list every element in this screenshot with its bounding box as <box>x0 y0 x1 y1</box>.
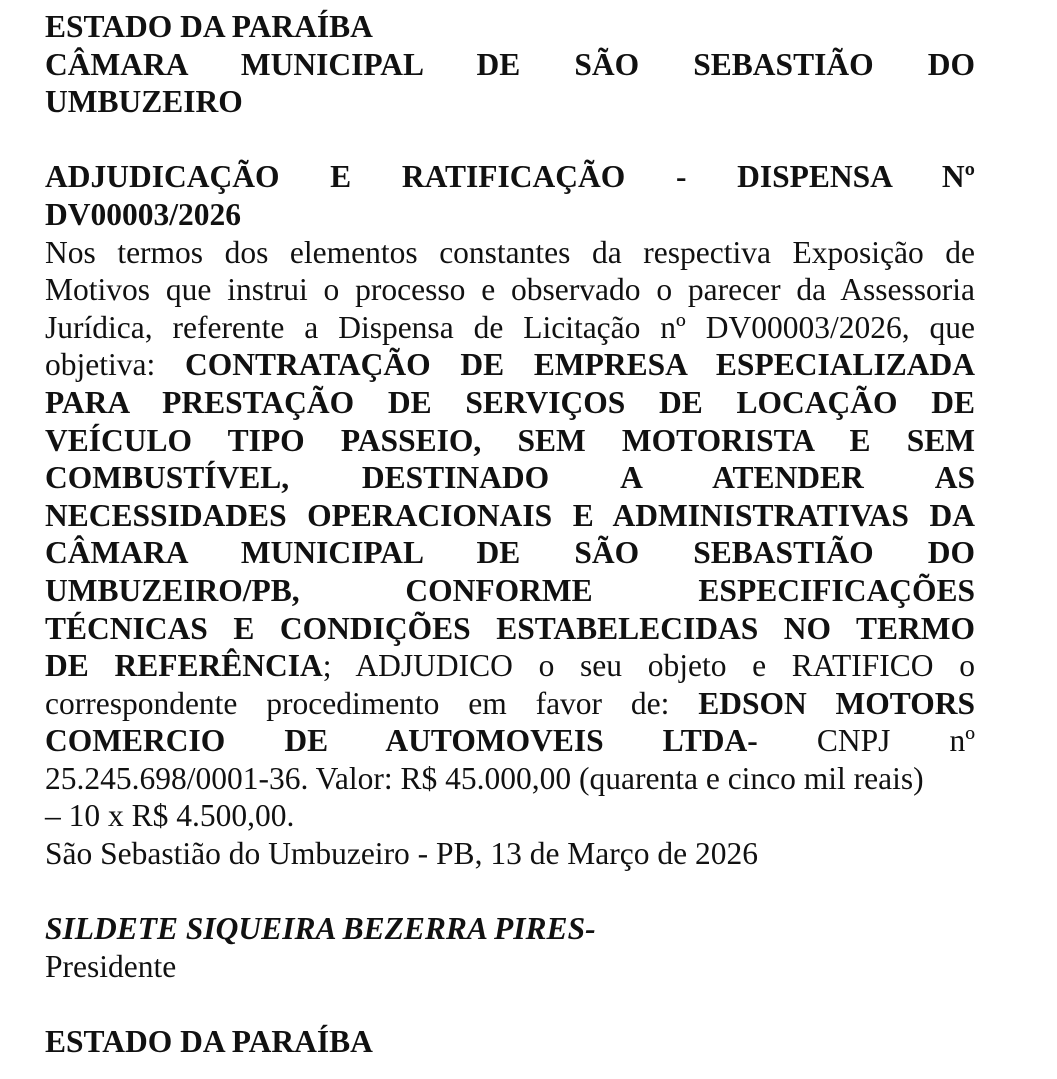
body-line-1: Nos termos dos elementos constantes da respectiva Exposição de <box>45 234 975 270</box>
spacer <box>45 985 975 1023</box>
body-text: objetiva: <box>45 347 185 383</box>
object-text-end: DE REFERÊNCIA <box>45 648 323 684</box>
body-line-12 <box>45 647 975 685</box>
body-line-13 <box>45 685 975 723</box>
title-line2: DV00003/2026 <box>45 196 241 232</box>
body-line-14 <box>45 722 975 760</box>
body-line-4 <box>45 346 975 384</box>
body-line-15: 25.245.698/0001-36. Valor: R$ 45.000,00 (quarenta e cinco mil reais) <box>45 760 924 796</box>
body-line-9: CÂMARA MUNICIPAL DE SÃO SEBASTIÃO DO <box>45 535 975 571</box>
document-page <box>45 8 975 1061</box>
company-name: EDSON MOTORS <box>698 685 975 721</box>
signature-role: Presidente <box>45 948 177 984</box>
header-chamber-line2: UMBUZEIRO <box>45 84 243 120</box>
body-line-6: VEÍCULO TIPO PASSEIO, SEM MOTORISTA E SEM <box>45 422 975 458</box>
header-state: ESTADO DA PARAÍBA <box>45 9 373 44</box>
footer-state: ESTADO DA PARAÍBA <box>45 1024 373 1060</box>
body-line-2: Motivos que instrui o processo e observado o parecer da Assessoria <box>45 272 975 308</box>
place-date: São Sebastião do Umbuzeiro - PB, 13 de Março de 2026 <box>45 836 758 872</box>
header-chamber-line1: CÂMARA MUNICIPAL DE SÃO SEBASTIÃO DO <box>45 46 975 82</box>
spacer <box>45 873 975 911</box>
body-text: correspondente procedimento em favor de: <box>45 685 699 721</box>
title-line1: ADJUDICAÇÃO E RATIFICAÇÃO - DISPENSA Nº <box>45 159 975 195</box>
signature-name: SILDETE SIQUEIRA BEZERRA PIRES- <box>45 911 596 947</box>
object-text: CONTRATAÇÃO DE EMPRESA ESPECIALIZADA <box>185 347 975 383</box>
body-text: CNPJ nº <box>757 723 976 759</box>
body-line-16: – 10 x R$ 4.500,00. <box>45 798 295 834</box>
body-line-5: PARA PRESTAÇÃO DE SERVIÇOS DE LOCAÇÃO DE <box>45 384 975 420</box>
body-text: ; ADJUDICO o seu objeto e RATIFICO o <box>322 648 975 684</box>
body-line-11: TÉCNICAS E CONDIÇÕES ESTABELECIDAS NO TERMO <box>45 610 975 646</box>
spacer <box>45 121 975 159</box>
body-line-10: UMBUZEIRO/PB, CONFORME ESPECIFICAÇÕES <box>45 572 975 608</box>
body-line-7: COMBUSTÍVEL, DESTINADO A ATENDER AS <box>45 460 975 496</box>
body-line-3: Jurídica, referente a Dispensa de Licitação nº DV00003/2026, que <box>45 309 975 345</box>
company-name-cont: COMERCIO DE AUTOMOVEIS LTDA- <box>45 723 758 759</box>
body-line-8: NECESSIDADES OPERACIONAIS E ADMINISTRATIVAS DA <box>45 497 975 533</box>
